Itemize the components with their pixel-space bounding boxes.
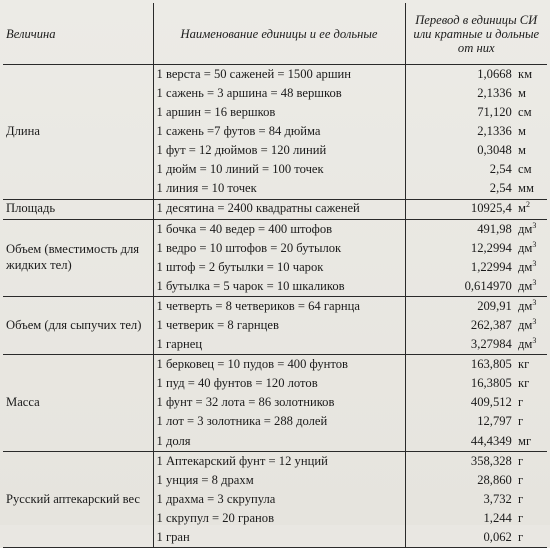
unit-cell: 1 драхма = 3 скрупула xyxy=(153,490,405,509)
si-unit xyxy=(515,279,544,295)
si-unit xyxy=(515,86,544,102)
si-value: 1,22994 xyxy=(470,259,512,274)
quantity-cell: Объем (для сыпучих тел) xyxy=(3,297,153,355)
si-value-cell xyxy=(405,277,547,297)
si-unit-symbol: дм xyxy=(518,278,533,293)
si-value: 163,805 xyxy=(470,357,512,372)
si-unit-symbol: дм xyxy=(518,317,533,332)
si-value: 12,2994 xyxy=(470,240,512,255)
si-unit-symbol: м xyxy=(518,85,526,100)
si-unit-exponent: 3 xyxy=(532,297,537,307)
si-unit xyxy=(515,473,544,489)
unit-cell: 1 аршин = 16 вершков xyxy=(153,103,405,122)
unit-cell: 1 верста = 50 саженей = 1500 аршин xyxy=(153,65,405,85)
si-unit-exponent: 3 xyxy=(532,316,537,326)
units-conversion-table xyxy=(3,3,547,548)
unit-cell: 1 штоф = 2 бутылки = 10 чарок xyxy=(153,258,405,277)
si-unit xyxy=(515,357,544,373)
unit-cell: 1 унция = 8 драхм xyxy=(153,471,405,490)
si-value: 2,1336 xyxy=(477,124,512,139)
si-unit-symbol: дм xyxy=(518,240,533,255)
si-value: 0,614970 xyxy=(464,278,512,293)
si-unit-exponent: 3 xyxy=(532,277,537,287)
si-value: 2,1336 xyxy=(477,85,512,100)
si-unit xyxy=(515,181,544,197)
unit-cell: 1 скрупул = 20 гранов xyxy=(153,509,405,528)
si-unit-symbol: г xyxy=(518,491,524,506)
unit-cell: 1 сажень =7 футов = 84 дюйма xyxy=(153,122,405,141)
si-value-cell xyxy=(405,180,547,200)
si-unit xyxy=(515,241,544,257)
si-unit-symbol: дм xyxy=(518,298,533,313)
si-value-cell xyxy=(405,490,547,509)
si-value: 2,54 xyxy=(489,162,512,177)
si-value: 0,3048 xyxy=(477,143,512,158)
si-unit-symbol: мм xyxy=(518,181,534,196)
si-value-cell xyxy=(405,394,547,413)
si-value: 16,3805 xyxy=(470,376,512,391)
si-unit xyxy=(515,318,544,334)
si-value: 44,4349 xyxy=(470,433,512,448)
si-value-cell xyxy=(405,160,547,179)
si-value: 0,062 xyxy=(483,530,512,544)
table-row xyxy=(3,65,547,85)
si-value: 28,860 xyxy=(477,472,512,487)
table-row xyxy=(3,199,547,219)
si-unit-symbol: кг xyxy=(518,357,530,372)
table-row xyxy=(3,297,547,317)
si-unit xyxy=(515,201,544,217)
quantity-cell: Объем (вместимость для жидких тел) xyxy=(3,219,153,296)
si-value: 1,244 xyxy=(483,510,512,525)
unit-cell: 1 сажень = 3 аршина = 48 вершков xyxy=(153,84,405,103)
si-unit-symbol: см xyxy=(518,104,532,119)
si-value-cell xyxy=(405,103,547,122)
si-unit-exponent: 3 xyxy=(532,220,537,230)
si-value-cell xyxy=(405,199,547,219)
unit-cell: 1 бутылка = 5 чарок = 10 шкаликов xyxy=(153,277,405,297)
si-unit-symbol: дм xyxy=(518,221,533,236)
si-value: 12,797 xyxy=(477,414,512,429)
si-unit xyxy=(515,105,544,121)
si-value-cell xyxy=(405,84,547,103)
si-unit-symbol: г xyxy=(518,510,524,525)
quantity-cell: Масса xyxy=(3,355,153,451)
si-unit-symbol: кг xyxy=(518,376,530,391)
si-value: 3,27984 xyxy=(470,337,512,352)
si-unit xyxy=(515,395,544,411)
si-unit-symbol: дм xyxy=(518,259,533,274)
si-unit-exponent: 3 xyxy=(532,258,537,268)
si-value: 409,512 xyxy=(470,395,512,410)
si-value-cell xyxy=(405,355,547,375)
si-value-cell xyxy=(405,297,547,317)
si-unit xyxy=(515,530,544,546)
si-unit-symbol: г xyxy=(518,414,524,429)
quantity-cell: Русский аптекарский вес xyxy=(3,451,153,547)
unit-cell: 1 гарнец xyxy=(153,335,405,355)
si-unit xyxy=(515,67,544,83)
si-value: 491,98 xyxy=(477,221,512,236)
si-unit xyxy=(515,492,544,508)
si-value-cell xyxy=(405,335,547,355)
si-value-cell xyxy=(405,413,547,432)
si-unit xyxy=(515,222,544,238)
unit-cell: 1 пуд = 40 фунтов = 120 лотов xyxy=(153,375,405,394)
si-value-cell xyxy=(405,528,547,548)
si-value-cell xyxy=(405,122,547,141)
si-value-cell xyxy=(405,432,547,452)
unit-cell: 1 бочка = 40 ведер = 400 штофов xyxy=(153,219,405,239)
si-value: 262,387 xyxy=(470,317,512,332)
si-unit-exponent: 2 xyxy=(525,200,530,210)
quantity-cell: Длина xyxy=(3,65,153,200)
si-value-cell xyxy=(405,375,547,394)
si-value: 71,120 xyxy=(477,104,512,119)
unit-cell: 1 ведро = 10 штофов = 20 бутылок xyxy=(153,239,405,258)
unit-cell: 1 линия = 10 точек xyxy=(153,180,405,200)
unit-cell: 1 гран xyxy=(153,528,405,548)
si-unit xyxy=(515,376,544,392)
si-value-cell xyxy=(405,258,547,277)
si-value: 209,91 xyxy=(477,298,512,313)
si-unit xyxy=(515,337,544,353)
unit-cell: 1 берковец = 10 пудов = 400 фунтов xyxy=(153,355,405,375)
si-unit xyxy=(515,143,544,159)
si-value-cell xyxy=(405,239,547,258)
unit-cell: 1 четверть = 8 четвериков = 64 гарнца xyxy=(153,297,405,317)
si-unit xyxy=(515,434,544,450)
si-unit-symbol: км xyxy=(518,66,533,81)
unit-cell: 1 Аптекарский фунт = 12 унций xyxy=(153,451,405,471)
unit-cell: 1 десятина = 2400 квадратны саженей xyxy=(153,199,405,219)
si-unit xyxy=(515,454,544,470)
si-unit xyxy=(515,162,544,178)
si-value-cell xyxy=(405,316,547,335)
si-unit xyxy=(515,511,544,527)
si-value-cell xyxy=(405,65,547,85)
si-unit-symbol: м xyxy=(518,143,526,158)
unit-cell: 1 четверик = 8 гарнцев xyxy=(153,316,405,335)
si-unit-exponent: 3 xyxy=(532,336,537,346)
si-unit-symbol: г xyxy=(518,530,524,544)
unit-cell: 1 доля xyxy=(153,432,405,452)
header-si: Перевод в единицы СИ или кратные и дольные от них xyxy=(405,3,547,65)
si-unit xyxy=(515,414,544,430)
si-value-cell xyxy=(405,219,547,239)
si-value: 10925,4 xyxy=(470,201,512,216)
table-row xyxy=(3,451,547,471)
unit-cell: 1 фунт = 32 лота = 86 золотников xyxy=(153,394,405,413)
si-value: 3,732 xyxy=(483,491,512,506)
si-unit-symbol: мг xyxy=(518,433,532,448)
table-row xyxy=(3,219,547,239)
quantity-cell: Площадь xyxy=(3,199,153,219)
unit-cell: 1 лот = 3 золотника = 288 долей xyxy=(153,413,405,432)
si-unit-symbol: г xyxy=(518,453,524,468)
header-quantity: Величина xyxy=(3,3,153,65)
si-unit-symbol: г xyxy=(518,472,524,487)
si-value: 1,0668 xyxy=(477,66,512,81)
si-unit-symbol: г xyxy=(518,395,524,410)
table-body xyxy=(3,65,547,548)
table-row xyxy=(3,355,547,375)
si-unit-exponent: 3 xyxy=(532,239,537,249)
si-value: 2,54 xyxy=(489,181,512,196)
unit-cell: 1 дюйм = 10 линий = 100 точек xyxy=(153,160,405,179)
header-unit-name: Наименование единицы и ее дольные xyxy=(153,3,405,65)
si-value-cell xyxy=(405,509,547,528)
si-unit xyxy=(515,124,544,140)
si-value-cell xyxy=(405,471,547,490)
si-unit-symbol: дм xyxy=(518,337,533,352)
si-unit xyxy=(515,299,544,315)
si-unit-symbol: м xyxy=(518,201,526,216)
si-unit-symbol: см xyxy=(518,162,532,177)
si-value-cell xyxy=(405,141,547,160)
table-header xyxy=(3,3,547,65)
si-unit xyxy=(515,260,544,276)
si-value: 358,328 xyxy=(470,453,512,468)
si-unit-symbol: м xyxy=(518,124,526,139)
si-value-cell xyxy=(405,451,547,471)
unit-cell: 1 фут = 12 дюймов = 120 линий xyxy=(153,141,405,160)
